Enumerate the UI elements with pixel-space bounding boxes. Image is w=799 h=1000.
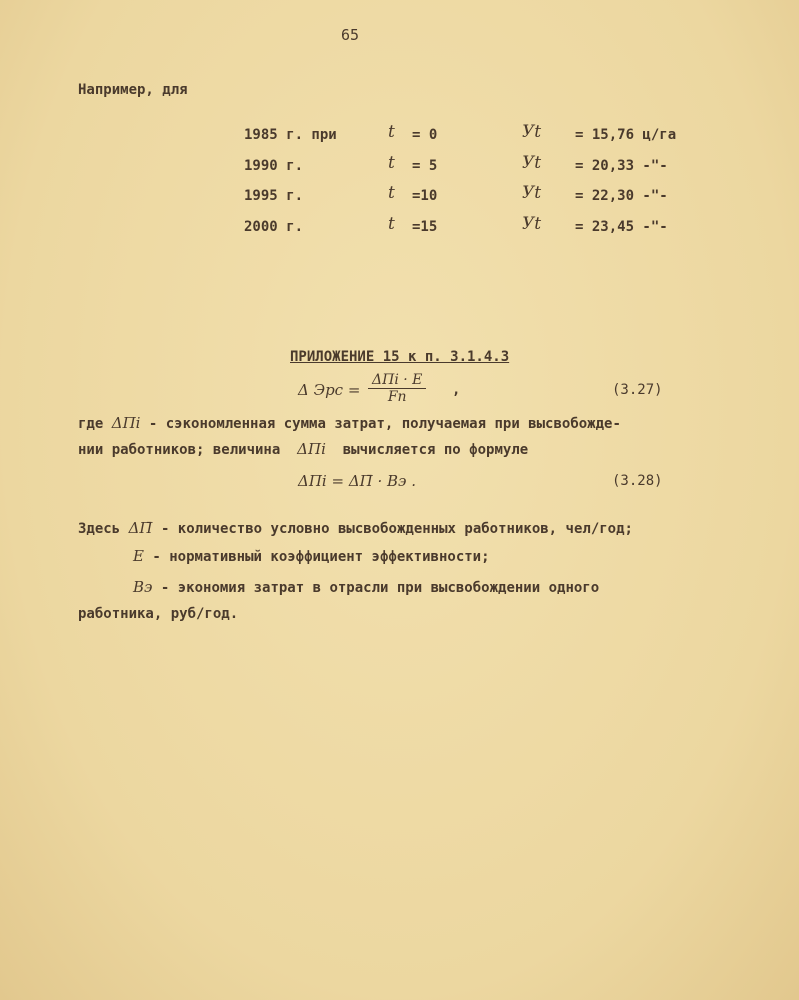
definition-line	[133, 578, 599, 597]
row-y-value: = 22,30 -"-	[575, 188, 668, 204]
text: - сэкономленная сумма затрат, получаемая при высвобожде-	[148, 416, 621, 432]
formula-expression: ΔПi = ΔП̄ · Вэ .	[298, 472, 416, 490]
paragraph-line	[78, 414, 621, 433]
definition-line	[133, 547, 490, 566]
row-year: 1990 г.	[244, 158, 304, 174]
row-y-value: = 23,45 -"-	[575, 219, 668, 235]
definition-line: работника, руб/год.	[78, 606, 239, 622]
formula-fraction	[368, 372, 426, 405]
text: - нормативный коэффициент эффективности;	[152, 549, 490, 565]
row-t-symbol: t	[388, 183, 395, 203]
row-year: 1985 г. при	[244, 127, 337, 143]
row-t-value: =15	[412, 219, 438, 235]
text: нии работников; величина	[78, 442, 281, 458]
fraction-numerator: ΔПi · E	[368, 372, 426, 389]
row-t-symbol: t	[388, 214, 395, 234]
row-year: 1995 г.	[244, 188, 304, 204]
formula-number: (3.28)	[612, 473, 663, 489]
row-y-symbol: Уt	[522, 122, 542, 142]
text: вычисляется по формуле	[342, 442, 529, 458]
row-y-symbol: Уt	[522, 153, 542, 173]
symbol: Вэ	[133, 578, 153, 596]
row-t-symbol: t	[388, 153, 395, 173]
symbol: ΔПi	[297, 440, 326, 458]
row-year: 2000 г.	[244, 219, 304, 235]
row-t-value: = 5	[412, 158, 438, 174]
row-t-symbol: t	[388, 122, 395, 142]
text: - экономия затрат в отрасли при высвобождении одного	[160, 580, 600, 596]
symbol: ΔП̄	[128, 519, 153, 537]
formula-comma: ,	[452, 382, 461, 398]
fraction-denominator: Fп	[387, 389, 407, 405]
paragraph-line	[78, 440, 528, 459]
symbol: E	[133, 547, 144, 565]
row-t-value: = 0	[412, 127, 438, 143]
row-y-symbol: Уt	[522, 183, 542, 203]
appendix-heading: ПРИЛОЖЕНИЕ 15 к п. 3.1.4.3	[290, 349, 510, 365]
text: где	[78, 416, 104, 432]
formula-number: (3.27)	[612, 382, 663, 398]
symbol: ΔПi	[111, 414, 141, 432]
text: - количество условно высвобожденных работников, чел/год;	[160, 521, 633, 537]
intro-text: Например, для	[78, 82, 188, 98]
definition-line	[78, 519, 633, 538]
page-number: 65	[341, 26, 360, 44]
row-t-value: =10	[412, 188, 438, 204]
text: Здесь	[78, 521, 121, 537]
formula-lhs: Δ Эрс =	[298, 381, 361, 399]
row-y-value: = 15,76 ц/га	[575, 127, 677, 143]
row-y-value: = 20,33 -"-	[575, 158, 668, 174]
row-y-symbol: Уt	[522, 214, 542, 234]
